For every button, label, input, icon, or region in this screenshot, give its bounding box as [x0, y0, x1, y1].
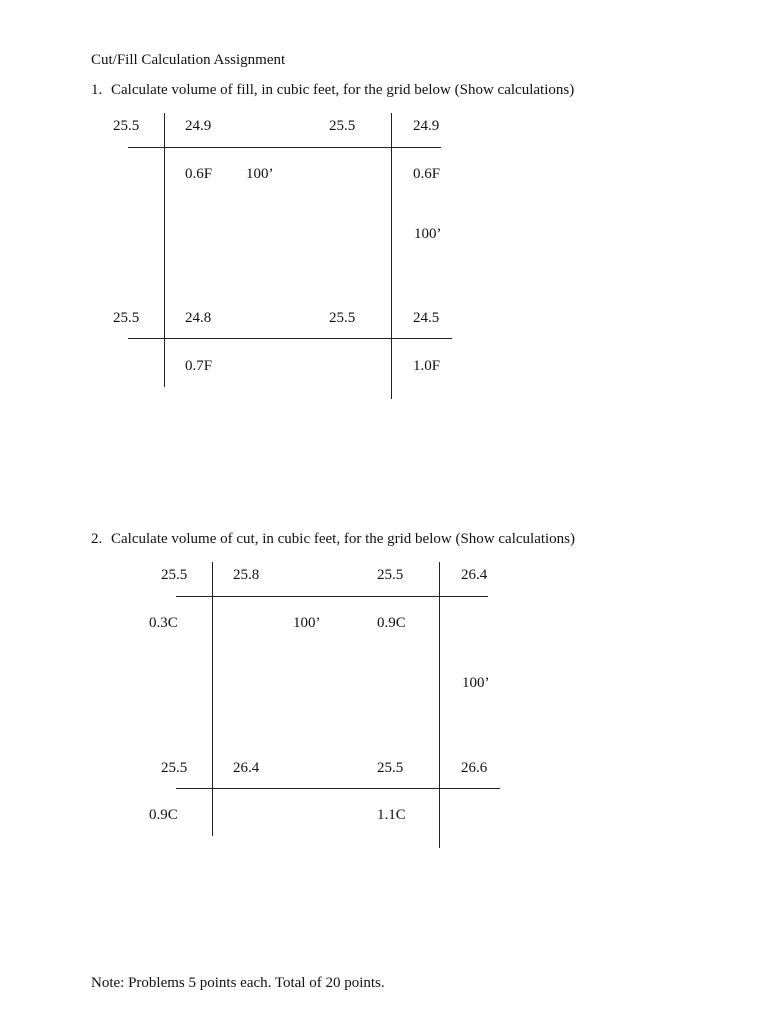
grid2-bottom-left-existing: 25.5	[161, 760, 188, 776]
grid2-vertical-spacing: 100’	[462, 675, 490, 691]
grid1-top-right-difference: 0.6F	[413, 166, 441, 182]
grid1-top-right-existing: 25.5	[329, 118, 356, 134]
grid2-bottom-horizontal-line	[176, 788, 500, 789]
grid1-vertical-spacing: 100’	[414, 226, 442, 242]
grid1-bottom-right-existing: 25.5	[329, 310, 356, 326]
grid1-top-right-proposed: 24.9	[413, 118, 440, 134]
grid1-bottom-left-difference: 0.7F	[185, 358, 213, 374]
grid2-top-right-existing: 25.5	[377, 567, 404, 583]
grid1-horizontal-spacing: 100’	[246, 166, 274, 182]
grid1-bottom-left-existing: 25.5	[113, 310, 140, 326]
problem2-text: Calculate volume of cut, in cubic feet, for the grid below (Show calculations)	[111, 531, 576, 547]
problem1-number: 1.	[91, 82, 103, 98]
grid1-bottom-right-proposed: 24.5	[413, 310, 440, 326]
grid1-bottom-right-difference: 1.0F	[413, 358, 441, 374]
grid2-right-vertical-line	[439, 562, 440, 848]
grid2-top-left-existing: 25.5	[161, 567, 188, 583]
grid1-top-horizontal-line	[128, 147, 441, 148]
grid2-top-right-proposed: 26.4	[461, 567, 488, 583]
grid2-top-left-difference: 0.3C	[149, 615, 178, 631]
grid1-bottom-horizontal-line	[128, 338, 452, 339]
grid2-bottom-right-existing: 25.5	[377, 760, 404, 776]
grid2-top-right-difference: 0.9C	[377, 615, 406, 631]
grid1-bottom-left-proposed: 24.8	[185, 310, 212, 326]
problem1-text: Calculate volume of fill, in cubic feet, for the grid below (Show calculations)	[111, 82, 575, 98]
assignment-title: Cut/Fill Calculation Assignment	[91, 52, 286, 68]
grid2-top-horizontal-line	[176, 596, 488, 597]
grid2-bottom-left-difference: 0.9C	[149, 807, 178, 823]
grid2-bottom-left-proposed: 26.4	[233, 760, 260, 776]
grid2-left-vertical-line	[212, 562, 213, 836]
grid1-left-vertical-line	[164, 113, 165, 387]
grid2-bottom-right-proposed: 26.6	[461, 760, 488, 776]
points-note: Note: Problems 5 points each. Total of 20 points.	[91, 975, 385, 991]
grid2-top-left-proposed: 25.8	[233, 567, 260, 583]
grid1-top-left-proposed: 24.9	[185, 118, 212, 134]
grid1-top-left-difference: 0.6F	[185, 166, 213, 182]
grid1-right-vertical-line	[391, 113, 392, 399]
grid2-bottom-right-difference: 1.1C	[377, 807, 406, 823]
grid2-horizontal-spacing: 100’	[293, 615, 321, 631]
problem2-number: 2.	[91, 531, 103, 547]
grid1-top-left-existing: 25.5	[113, 118, 140, 134]
